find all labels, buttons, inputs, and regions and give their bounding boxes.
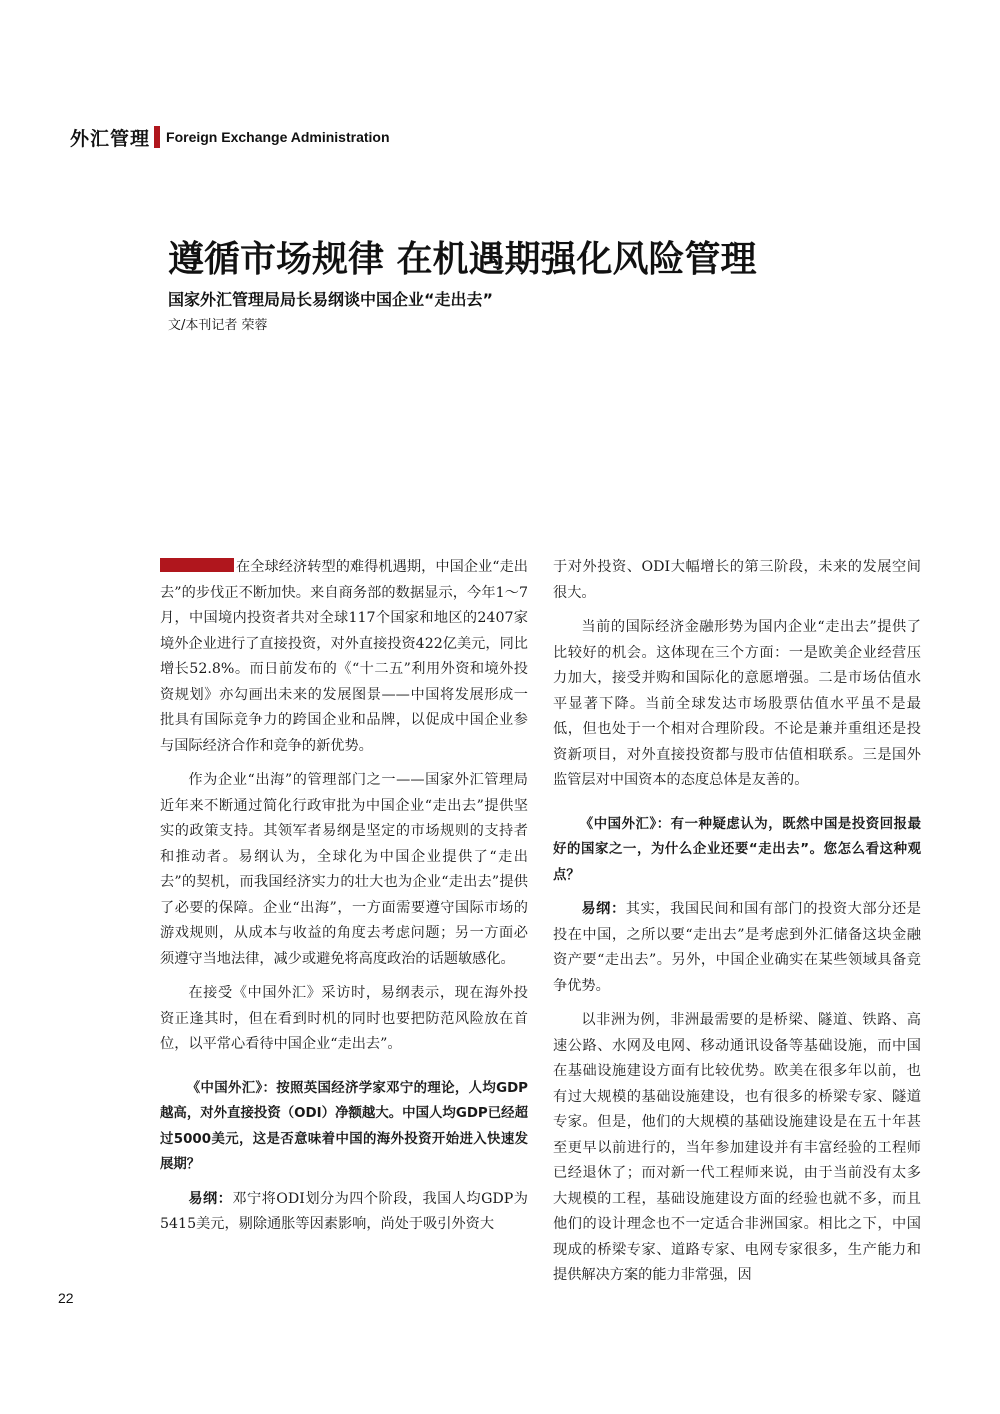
page-number: 22 — [58, 1290, 74, 1306]
interview-answer — [553, 897, 921, 999]
answer-speaker-label: 易纲： — [581, 901, 626, 917]
section-title-cn: 外汇管理 — [70, 127, 151, 150]
answer-speaker-label: 易纲： — [188, 1190, 233, 1207]
interview-question: 《中国外汇》：有一种疑虑认为，既然中国是投资回报最好的国家之一，为什么企业还要“走出去”。您怎么看这种观点？ — [553, 816, 921, 883]
lead-accent-bar — [160, 558, 234, 572]
interview-answer — [160, 1187, 528, 1238]
answer-text: 其实，我国民间和国有部门的投资大部分还是投在中国，之所以要“走出去”是考虑到外汇储备这块金融资产要“走出去”。另外，中国企业确实在某些领域具备竞争优势。 — [553, 901, 921, 994]
answer-text: 邓宁将ODI划分为四个阶段，我国人均GDP为5415美元，剔除通胀等因素影响，尚处于吸引外资大 — [160, 1190, 528, 1232]
article-title: 遵循市场规律 在机遇期强化风险管理 — [168, 239, 757, 280]
left-column — [160, 555, 528, 1247]
body-paragraph-continued: 于对外投资、ODI大幅增长的第三阶段，未来的发展空间很大。 — [553, 559, 921, 601]
article-byline: 文/本刊记者 荣蓉 — [168, 318, 268, 333]
body-paragraph: 当前的国际经济金融形势为国内企业“走出去”提供了比较好的机会。这体现在三个方面：一是欧美企业经营压力加大，接受并购和国际化的意愿增强。二是市场估值水平显著下降。当前全球发达市场股票估值水平虽不是最低，但也处于一个相对合理阶段。不论是兼并重组还是投资新项目，对外直接投资都与股市估值相联系。三是国外监管层对中国资本的态度总体是友善的。 — [553, 619, 921, 788]
body-paragraph: 以非洲为例，非洲最需要的是桥梁、隧道、铁路、高速公路、水网及电网、移动通讯设备等基础设施，而中国在基础设施建设方面有比较优势。欧美在很多年以前，也有过大规模的基础设施建设，也有很多的桥梁专家、隧道专家。但是，他们的大规模的基础设施建设是在五十年甚至更早以前进行的，当年参加建设并有丰富经验的工程师已经退休了；而对新一代工程师来说，由于当前没有太多大规模的工程，基础设施建设方面的经验也就不多，而且他们的设计理念也不一定适合非洲国家。相比之下，中国现成的桥梁专家、道路专家、电网专家很多，生产能力和提供解决方案的能力非常强，因 — [553, 1012, 921, 1283]
section-accent-bar — [154, 126, 160, 148]
lead-paragraph — [160, 555, 528, 759]
section-title-en: Foreign Exchange Administration — [166, 129, 390, 145]
interview-question: 《中国外汇》：按照英国经济学家邓宁的理论，人均GDP越高，对外直接投资（ODI）净额越大。中国人均GDP已经超过5000美元，这是否意味着中国的海外投资开始进入快速发展期？ — [160, 1080, 528, 1172]
lead-paragraph-text: 在全球经济转型的难得机遇期，中国企业“走出去”的步伐正不断加快。来自商务部的数据显示，今年1～7月，中国境内投资者共对全球117个国家和地区的2407家境外企业进行了直接投资，对外直接投资422亿美元，同比增长52.8%。而日前发布的《“十二五”利用外资和境外投资规划》亦勾画出未来的发展图景——中国将发展形成一批具有国际竞争力的跨国企业和品牌，以促成中国企业参与国际经济合作和竞争的新优势。 — [160, 559, 528, 754]
body-paragraph: 作为企业“出海”的管理部门之一——国家外汇管理局近年来不断通过简化行政审批为中国企业“走出去”提供坚实的政策支持。其领军者易纲是坚定的市场规则的支持者和推动者。易纲认为，全球化为中国企业提供了“走出去”的契机，而我国经济实力的壮大也为企业“走出去”提供了必要的保障。企业“出海”，一方面需要遵守国际市场的游戏规则，从成本与收益的角度去考虑问题；另一方面必须遵守当地法律，减少或避免将高度政治的话题敏感化。 — [160, 772, 528, 967]
right-column — [553, 555, 921, 1298]
section-header — [70, 124, 390, 150]
body-paragraph: 在接受《中国外汇》采访时，易纲表示，现在海外投资正逢其时，但在看到时机的同时也要把防范风险放在首位，以平常心看待中国企业“走出去”。 — [160, 985, 528, 1052]
article-subtitle: 国家外汇管理局局长易纲谈中国企业“走出去” — [168, 290, 494, 309]
